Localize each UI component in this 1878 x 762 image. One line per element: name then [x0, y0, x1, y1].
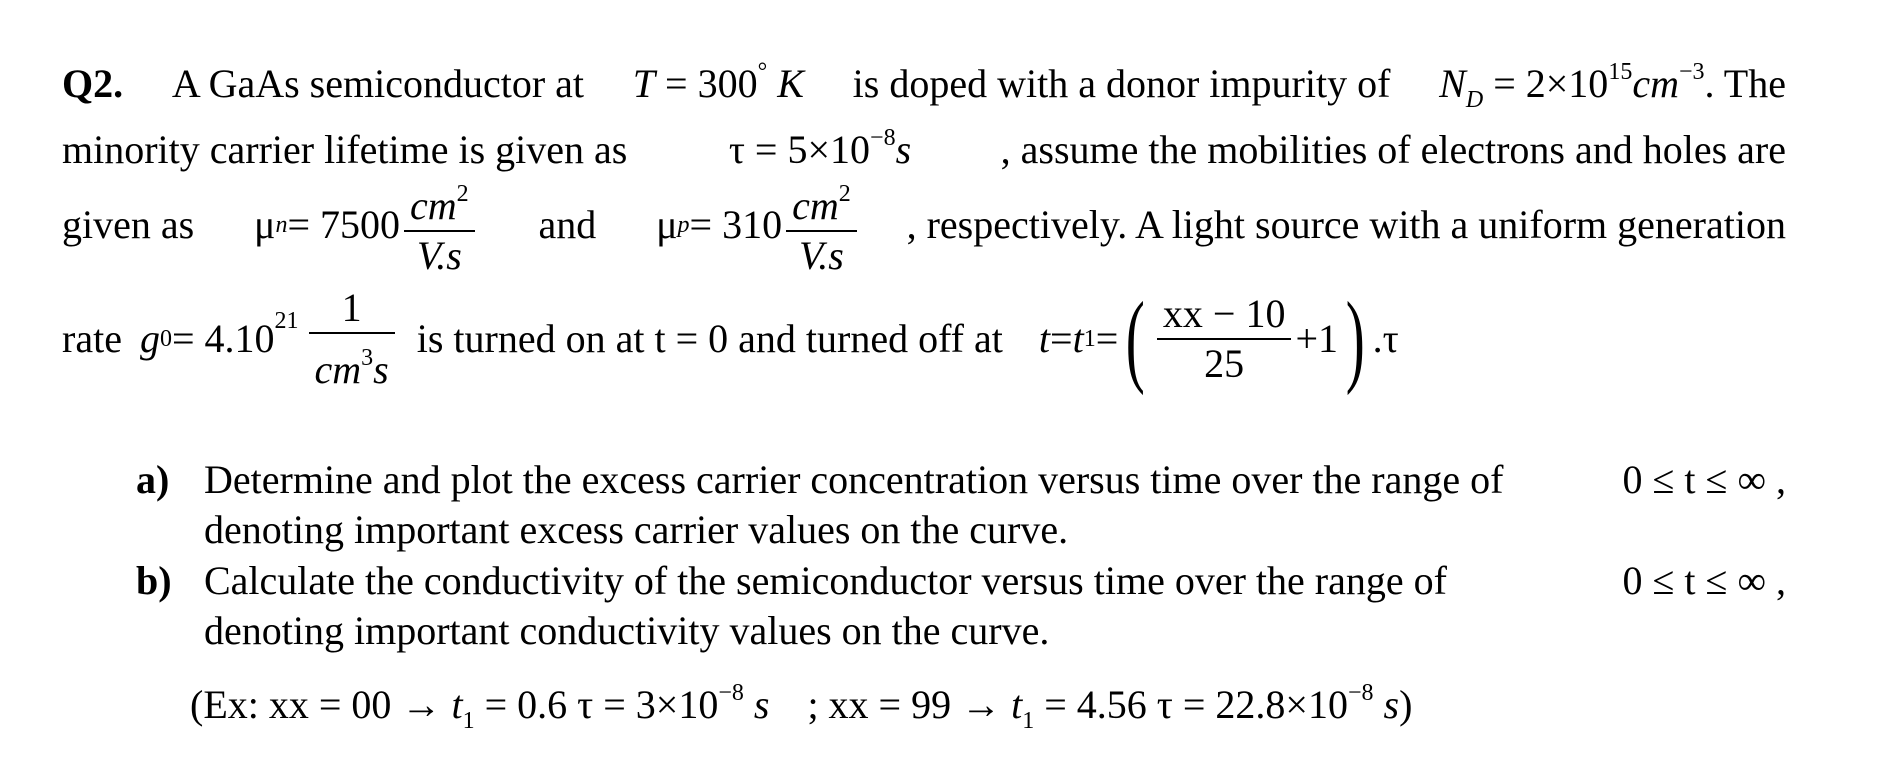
example-close: ) [1399, 682, 1413, 727]
xx-fraction [1157, 292, 1292, 386]
s-unit: s [1383, 682, 1400, 727]
text-segment: . The [1704, 61, 1786, 106]
s-unit: s [895, 127, 912, 172]
mu-p-value: = 310 [689, 202, 783, 247]
item-a-line-2: denoting important excess carrier values on the curve. [204, 507, 1069, 552]
cm-unit: cm [792, 183, 839, 228]
N-exponent: 15 [1608, 59, 1633, 85]
g-subscript: 0 [159, 326, 172, 352]
question-line-1 [62, 48, 1786, 124]
mu-symbol: μ [656, 202, 678, 247]
t1-subscript: 1 [1022, 708, 1035, 734]
fraction-denominator: V.s [799, 233, 844, 278]
electron-mobility-expression [254, 172, 479, 278]
item-a-text: Determine and plot the excess carrier concentration versus time over the range of [204, 457, 1504, 502]
T-symbol: T [632, 61, 656, 106]
plus-one: +1 [1295, 316, 1339, 361]
item-b-label: b) [136, 558, 172, 603]
t1-symbol: t [451, 682, 463, 727]
mu-symbol: μ [254, 202, 276, 247]
cm-exponent: 2 [838, 181, 851, 207]
fraction-denominator: V.s [416, 233, 462, 278]
text-segment: is doped with a donor impurity of [852, 61, 1391, 106]
fraction-numerator [786, 172, 857, 232]
g-symbol: g [139, 316, 160, 361]
question-line-3 [62, 172, 1786, 278]
example-value-a: = 0.6 τ = 3×10 [474, 682, 719, 727]
generation-unit-fraction [309, 286, 395, 392]
text-segment: given as [62, 202, 195, 247]
turn-off-time-expression [1038, 281, 1399, 396]
t1-symbol: t [1011, 682, 1023, 727]
open-paren: ( [1126, 281, 1146, 396]
N-value: = 2×10 [1483, 61, 1609, 106]
cm-exponent: −3 [1678, 59, 1705, 85]
item-a-label: a) [136, 457, 170, 502]
question-line-2 [62, 114, 1786, 174]
mu-n-value: = 7500 [287, 202, 401, 247]
equals-sign: = [1095, 316, 1119, 361]
text-segment: minority carrier lifetime is given as [62, 127, 628, 172]
g-exponent: 21 [274, 308, 299, 334]
K-symbol: K [777, 61, 804, 106]
N-symbol: N [1439, 61, 1466, 106]
equals-sign: = [1050, 316, 1073, 361]
close-paren: ) [1345, 281, 1365, 396]
fraction-denominator [309, 334, 395, 392]
exponent-a: −8 [718, 680, 744, 706]
mobility-unit-fraction [786, 172, 857, 278]
example-value-b: = 4.56 τ = 22.8×10 [1034, 682, 1348, 727]
fraction-numerator [404, 172, 475, 232]
text-segment: is turned on at t = 0 and turned off at [416, 316, 1003, 361]
tau-multiplier: .τ [1372, 316, 1399, 361]
example-mid: ; xx = 99 → [807, 682, 1002, 727]
item-b-line-2: denoting important conductivity values on the curve. [204, 608, 1050, 653]
s-unit: s [753, 682, 770, 727]
item-a-range: 0 ≤ t ≤ ∞ , [1622, 457, 1786, 502]
t1-subscript: 1 [462, 708, 475, 734]
tau-value: τ = 5×10 [728, 127, 871, 172]
cm-exponent: 3 [361, 345, 374, 371]
fraction-numerator: 1 [309, 286, 395, 334]
example-line [190, 668, 1412, 746]
text-segment: A GaAs semiconductor at [171, 61, 585, 106]
donor-concentration-expression [1439, 48, 1786, 124]
text-segment: rate [62, 316, 122, 361]
t1-symbol: t [1072, 316, 1084, 361]
g-value: = 4.10 [171, 316, 275, 361]
question-label: Q2. [62, 61, 124, 106]
cm-exponent: 2 [456, 181, 469, 207]
item-b-line-1 [204, 556, 1786, 606]
example-open: (Ex: xx = 00 → [190, 682, 442, 727]
cm-unit: cm [314, 347, 362, 392]
N-subscript: D [1465, 87, 1484, 113]
fraction-denominator: 25 [1204, 341, 1245, 386]
mobility-unit-fraction [404, 172, 475, 278]
t1-subscript: 1 [1083, 326, 1096, 352]
degree-symbol: ° [757, 59, 768, 85]
T-value: = 300 [655, 61, 758, 106]
text-segment: , respectively. A light source with a uniform generation [906, 202, 1786, 247]
mu-n-subscript: n [275, 212, 288, 238]
tau-exponent: −8 [870, 125, 896, 151]
cm-unit: cm [1632, 61, 1679, 106]
hole-mobility-expression [656, 172, 861, 278]
lifetime-expression [729, 114, 911, 174]
item-b-text: Calculate the conductivity of the semiconductor versus time over the range of [204, 558, 1447, 603]
item-b-range: 0 ≤ t ≤ ∞ , [1622, 558, 1786, 603]
exponent-b: −8 [1347, 680, 1374, 706]
question-line-4 [62, 281, 1399, 396]
s-unit: s [373, 347, 389, 392]
temperature-expression [633, 48, 804, 108]
text-segment: and [538, 202, 597, 247]
item-a-line-1 [204, 455, 1786, 505]
generation-rate-expression [140, 286, 399, 392]
fraction-numerator: xx − 10 [1157, 292, 1292, 340]
text-segment: , assume the mobilities of electrons and holes are [1000, 127, 1786, 172]
mu-p-subscript: p [677, 212, 690, 238]
t-symbol: t [1038, 316, 1050, 361]
cm-unit: cm [410, 183, 457, 228]
